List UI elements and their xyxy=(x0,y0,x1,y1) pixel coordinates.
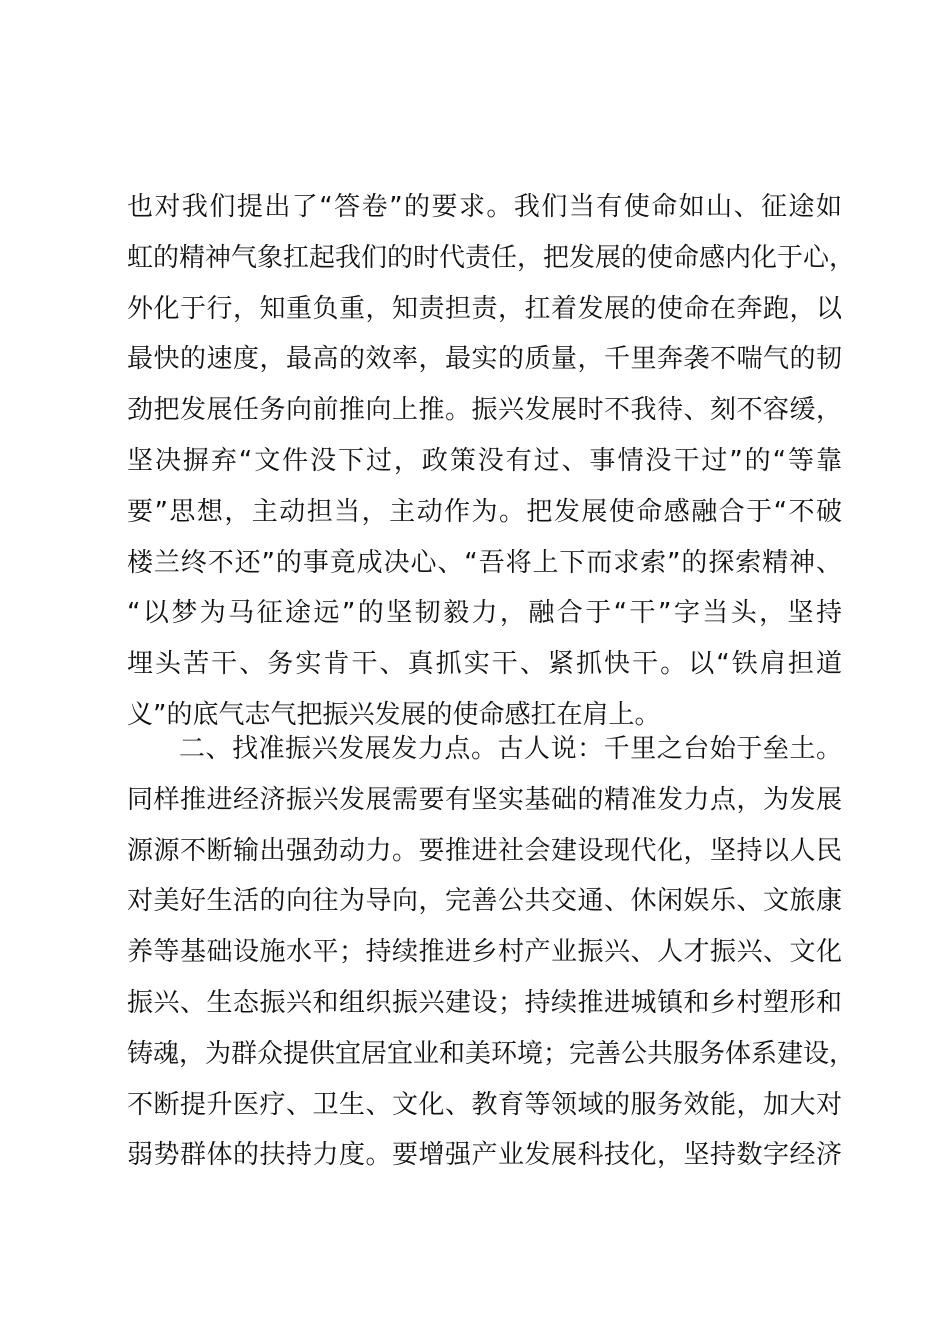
text-line: 义”的底气志气把振兴发展的使命感扛在肩上。 xyxy=(127,699,661,730)
text-line: 楼兰终不还”的事竟成决心、“吾将上下而求索”的探索精神、 xyxy=(127,547,842,578)
text-line: 坚决摒弃“文件没下过，政策没有过、事情没干过”的“等靠 xyxy=(127,445,842,476)
text-line: 对美好生活的向往为导向，完善公共交通、休闲娱乐、文旅康 xyxy=(127,886,842,917)
text-line: 也对我们提出了“答卷”的要求。我们当有使命如山、征途如 xyxy=(127,192,842,222)
text-line: 同样推进经济振兴发展需要有坚实基础的精准发力点，为发展 xyxy=(127,784,842,815)
text-line: 源源不断输出强劲动力。要推进社会建设现代化，坚持以人民 xyxy=(127,835,842,866)
text-line: 最快的速度，最高的效率，最实的质量，千里奔袭不喘气的韧 xyxy=(127,344,842,375)
text-line: 虹的精神气象扛起我们的时代责任，把发展的使命感内化于心， xyxy=(127,242,856,273)
paragraph-1 xyxy=(127,182,856,741)
text-line: 二、找准振兴发展发力点。古人说：千里之台始于垒土。 xyxy=(179,734,842,764)
text-line: 埋头苦干、务实肯干、真抓实干、紧抓快干。以“铁肩担道 xyxy=(127,649,842,680)
text-line: 铸魂，为群众提供宜居宜业和美环境；完善公共服务体系建设， xyxy=(127,1038,856,1069)
text-line: 要”思想，主动担当，主动作为。把发展使命感融合于“不破 xyxy=(127,496,842,527)
text-line: 劲把发展任务向前推向上推。振兴发展时不我待、刻不容缓， xyxy=(127,395,842,426)
text-line: 养等基础设施水平；持续推进乡村产业振兴、人才振兴、文化 xyxy=(127,937,842,968)
text-line: 外化于行，知重负重，知责担责，扛着发展的使命在奔跑，以 xyxy=(127,293,842,324)
text-line: 不断提升医疗、卫生、文化、教育等领域的服务效能，加大对 xyxy=(127,1089,842,1120)
text-line: “以梦为马征途远”的坚韧毅力，融合于“干”字当头，坚持 xyxy=(127,598,842,629)
text-line: 振兴、生态振兴和组织振兴建设；持续推进城镇和乡村塑形和 xyxy=(127,987,842,1018)
text-line: 弱势群体的扶持力度。要增强产业发展科技化，坚持数字经济 xyxy=(127,1140,842,1171)
paragraph-2 xyxy=(127,724,856,1181)
